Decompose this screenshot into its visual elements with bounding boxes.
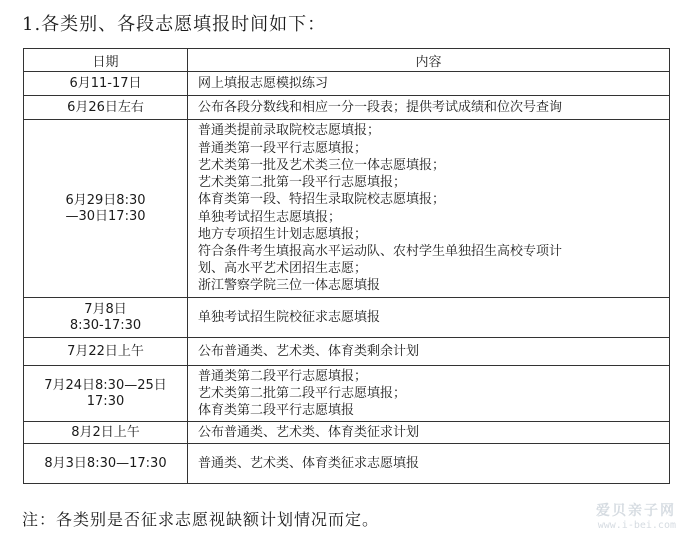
date-cell bbox=[24, 72, 188, 96]
content-text: 浙江警察学院三位一体志愿填报 bbox=[198, 278, 381, 294]
content-text: 公布普通类、艺术类、体育类征求计划 bbox=[198, 424, 420, 440]
content-text: 单独考试招生志愿填报； bbox=[198, 209, 342, 225]
date-cell bbox=[24, 96, 188, 120]
content-cell bbox=[188, 96, 670, 120]
table-row bbox=[24, 96, 670, 120]
content-cell bbox=[188, 72, 670, 96]
table-row bbox=[24, 298, 670, 338]
content-text: 单独考试招生院校征求志愿填报 bbox=[198, 309, 381, 325]
content-text: 体育类第一段、特招生录取院校志愿填报； bbox=[198, 192, 446, 208]
date-cell bbox=[24, 120, 188, 298]
watermark-url: www.i-bei.com bbox=[597, 520, 676, 531]
date-text: 8月2日上午 bbox=[71, 424, 140, 440]
watermark-brand: 爱贝亲子网 bbox=[596, 503, 676, 519]
content-cell bbox=[188, 422, 670, 444]
content-text: 地方专项招生计划志愿填报； bbox=[198, 226, 368, 242]
date-cell bbox=[24, 298, 188, 338]
date-text: 8:30-17:30 bbox=[69, 317, 142, 333]
content-text: 划、高水平艺术团招生志愿； bbox=[198, 261, 368, 277]
site-watermark bbox=[566, 500, 676, 538]
schedule-table bbox=[23, 48, 670, 484]
date-text: —30日17:30 bbox=[65, 208, 146, 224]
content-text: 普通类第二段平行志愿填报； bbox=[198, 368, 368, 384]
content-text: 公布普通类、艺术类、体育类剩余计划 bbox=[198, 343, 420, 359]
date-text: 17:30 bbox=[86, 393, 125, 409]
content-text: 符合条件考生填报高水平运动队、农村学生单独招生高校专项计 bbox=[198, 243, 563, 259]
header-date: 日期 bbox=[24, 49, 188, 72]
table-row bbox=[24, 72, 670, 96]
content-text: 艺术类第二批第二段平行志愿填报； bbox=[198, 385, 407, 401]
content-cell bbox=[188, 366, 670, 422]
table-header-row bbox=[24, 49, 670, 72]
date-cell bbox=[24, 366, 188, 422]
content-text: 网上填报志愿模拟练习 bbox=[198, 75, 329, 91]
content-text: 公布各段分数线和相应一分一段表；提供考试成绩和位次号查询 bbox=[198, 99, 563, 115]
content-text: 普通类第一段平行志愿填报； bbox=[198, 140, 368, 156]
content-text: 体育类第二段平行志愿填报 bbox=[198, 403, 355, 419]
date-text: 6月29日8:30 bbox=[65, 192, 146, 208]
date-text: 7月22日上午 bbox=[67, 343, 144, 359]
date-text: 7月24日8:30—25日 bbox=[44, 377, 167, 393]
content-cell bbox=[188, 444, 670, 484]
content-text: 普通类提前录取院校志愿填报； bbox=[198, 123, 381, 139]
date-text: 6月26日左右 bbox=[67, 99, 144, 115]
date-text: 7月8日 bbox=[84, 301, 127, 317]
date-text: 6月11-17日 bbox=[69, 75, 142, 91]
date-text: 8月3日8:30—17:30 bbox=[44, 455, 167, 471]
table-row bbox=[24, 338, 670, 366]
content-text: 普通类、艺术类、体育类征求志愿填报 bbox=[198, 455, 420, 471]
table-row bbox=[24, 366, 670, 422]
date-cell bbox=[24, 422, 188, 444]
content-text: 艺术类第一批及艺术类三位一体志愿填报； bbox=[198, 157, 446, 173]
footnote: 注：各类别是否征求志愿视缺额计划情况而定。 bbox=[22, 510, 380, 529]
section-heading: 1.各类别、各段志愿填报时间如下： bbox=[22, 14, 327, 35]
content-cell bbox=[188, 298, 670, 338]
content-text: 艺术类第二批第一段平行志愿填报； bbox=[198, 175, 407, 191]
content-cell bbox=[188, 120, 670, 298]
date-cell bbox=[24, 338, 188, 366]
date-cell bbox=[24, 444, 188, 484]
header-content: 内容 bbox=[188, 49, 670, 72]
table-row bbox=[24, 444, 670, 484]
table-row bbox=[24, 422, 670, 444]
content-cell bbox=[188, 338, 670, 366]
table-row bbox=[24, 120, 670, 298]
